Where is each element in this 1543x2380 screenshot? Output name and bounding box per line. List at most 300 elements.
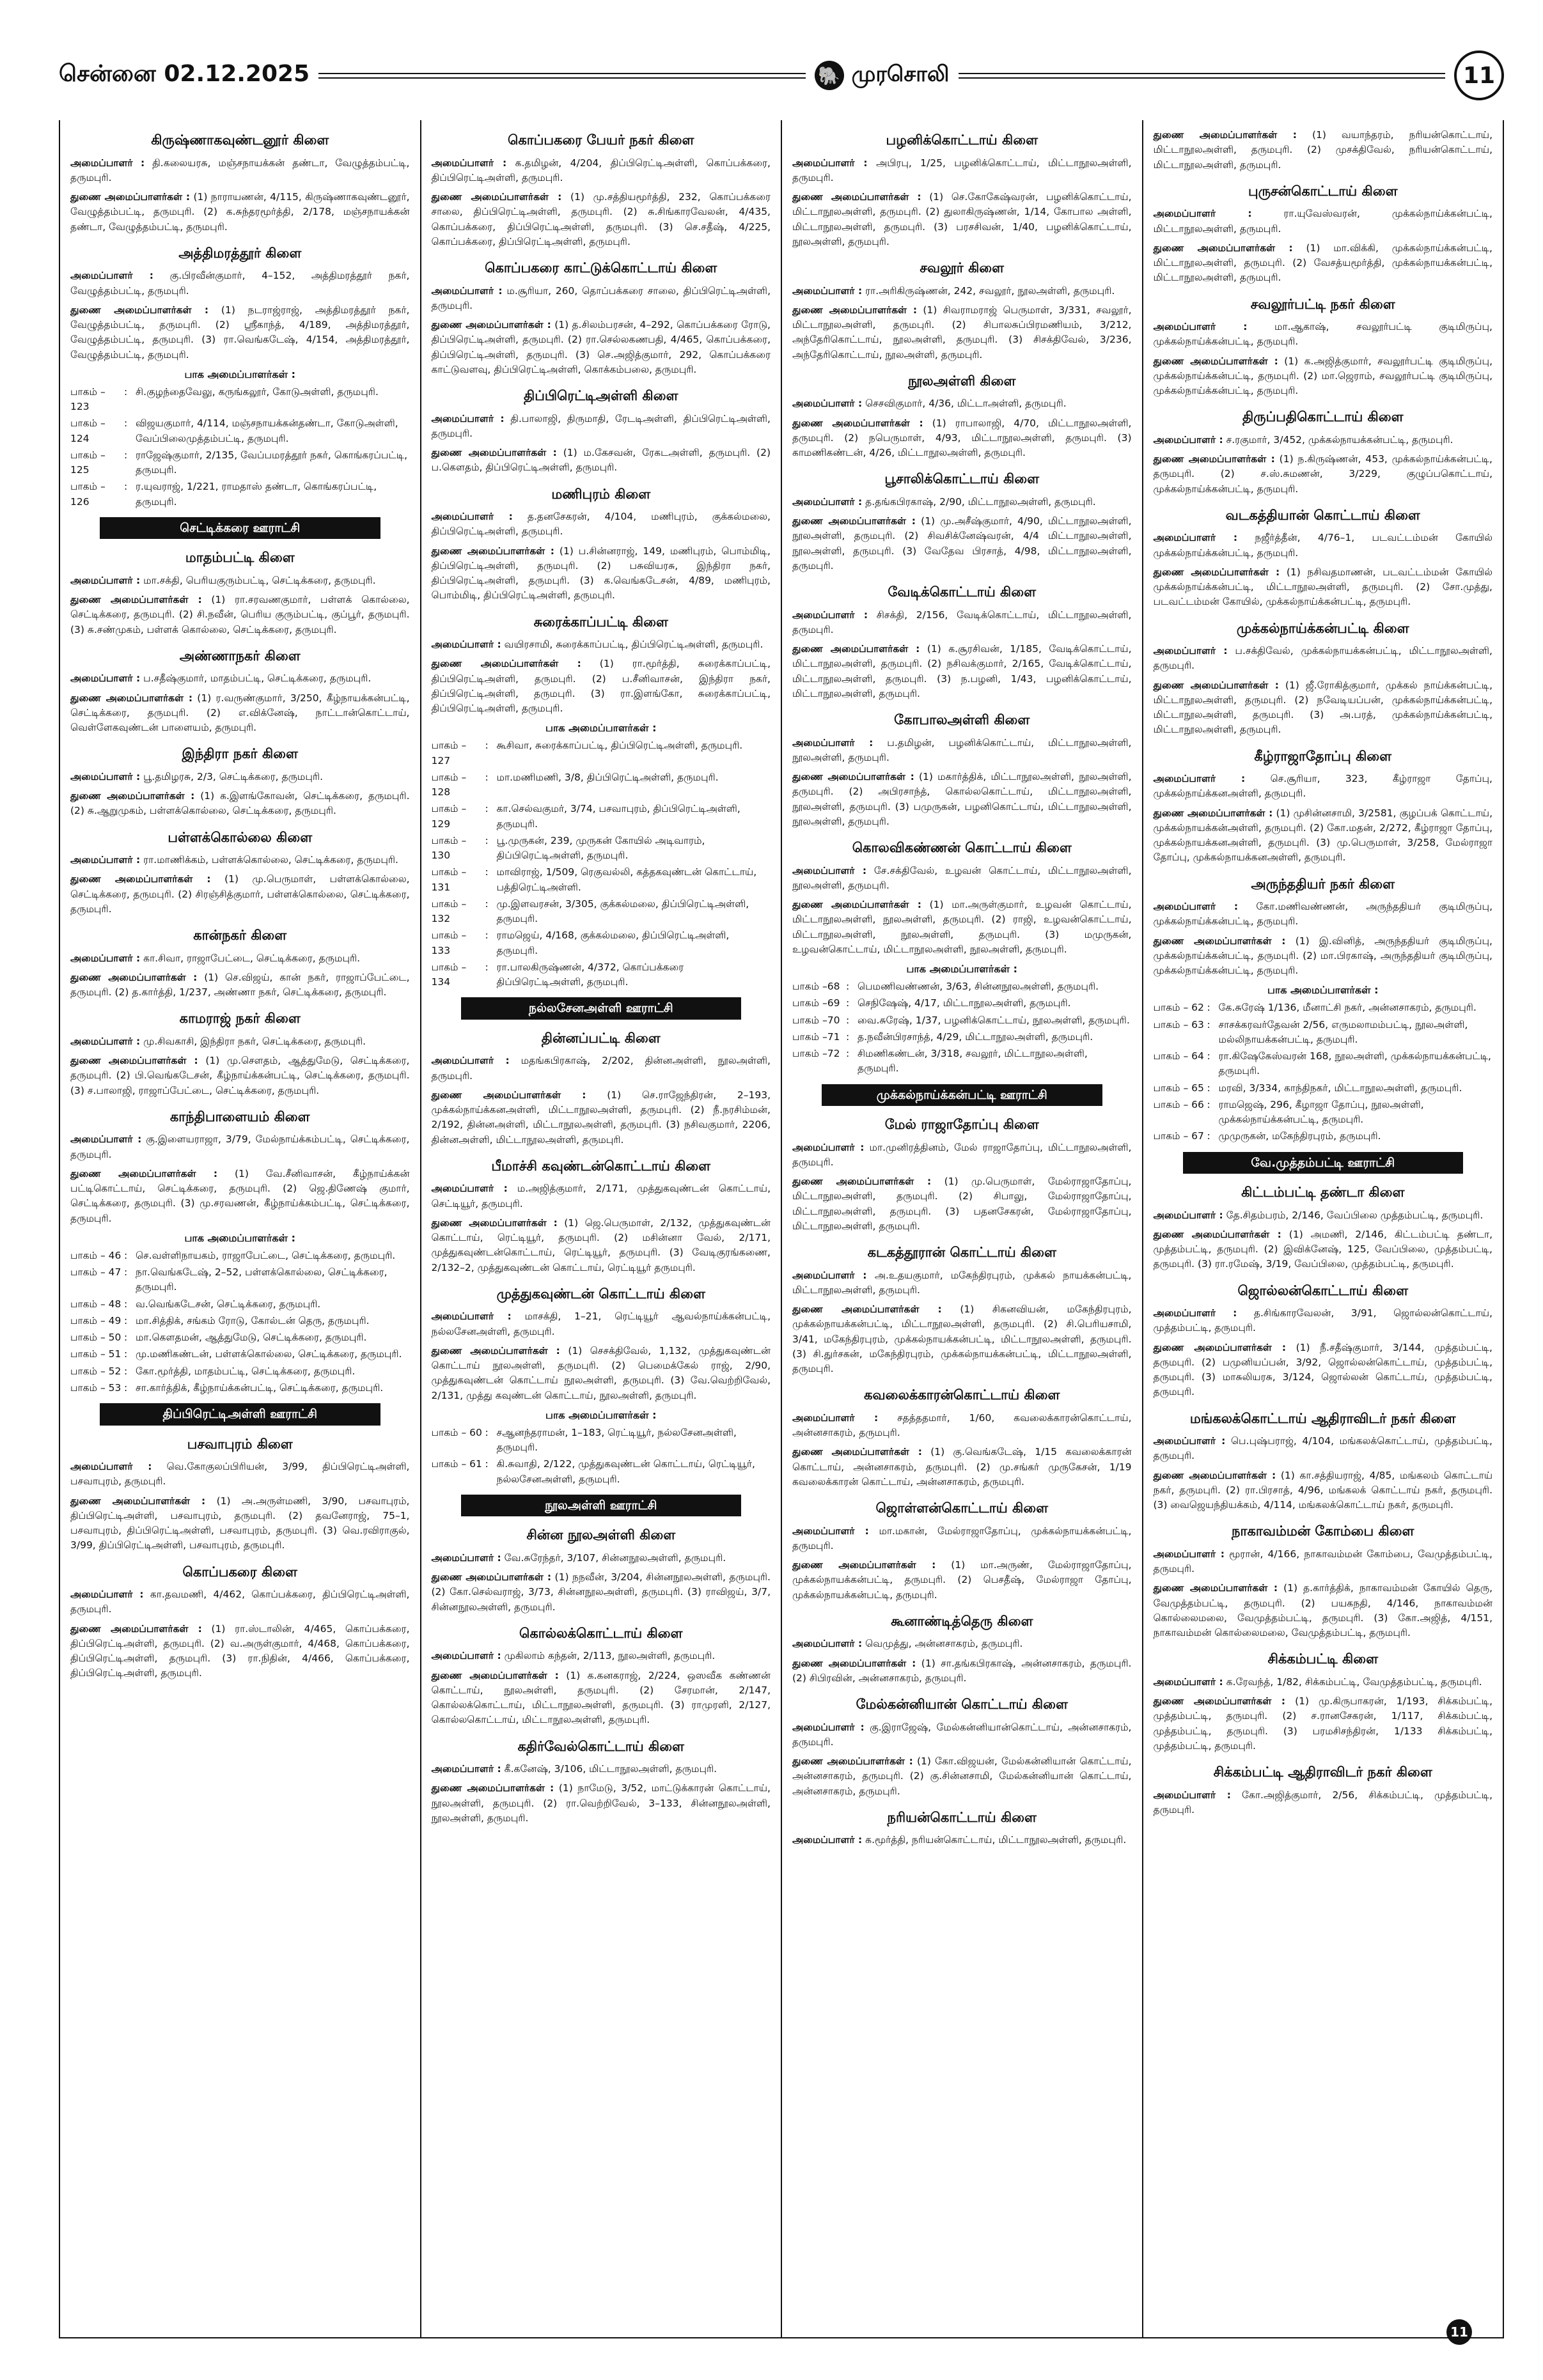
organizer: [1154, 206, 1493, 237]
deputy-organizers-text: (1) மா.விக்கி, முக்கல்நாய்க்கன்பட்டி, மிட்டாநூலஅள்ளி, தருமபுரி. (2) வேசத்யமூர்த்தி, முக்கல்நாயக்கன்பட்டி, மிட்டாநூலஅள்ளி, தருமபுரி.: [1153, 242, 1492, 284]
organizer: [1154, 1547, 1493, 1577]
deputy-organizers: [792, 1754, 1132, 1799]
ward-row: [70, 448, 410, 478]
branch-title: திருப்பதிகொட்டாய் கிளை: [1242, 409, 1404, 425]
branch-title: ஜொள்ளன்கொட்டாய் கிளை: [875, 1500, 1049, 1516]
ward-number: [70, 416, 124, 446]
column-2: [421, 120, 783, 2337]
ward-colon: :: [485, 771, 489, 783]
deputy-organizers: [1154, 565, 1493, 610]
ward-colon: :: [485, 1426, 489, 1438]
deputy-organizers-label: துணை அமைப்பாளர்கள் :: [431, 1571, 552, 1583]
deputy-organizers-text: (1) த.சிலம்பரசன், 4–292, கொப்பக்கரை ரோடு, திப்பிரெட்டிஅள்ளி, தருமபுரி. (2) ரா.செல்லகணபதி, 4/465, கொப்பக்கரை, திப்பிரெட்டிஅள்ளி, தருமபுரி. (3) செ.அஜித்குமார், 292, கொப்பக்கரை காட்டுவளவு, திப்பிரெட்டிஅள்ளி, கொக்கம்பலை, தருமபுரி.: [431, 319, 771, 375]
deputy-organizers-label: துணை அமைப்பாளர்கள் :: [792, 1559, 936, 1571]
branch-title: தின்னப்பட்டி கிளை: [541, 1030, 661, 1046]
ward-row: [70, 1347, 410, 1362]
ward-row: [792, 979, 1132, 994]
ward-number: [1154, 1000, 1207, 1015]
organizer-text: அ.உதயகுமார், மகேந்திரபுரம், முக்கல் நாயக்கன்பட்டி, மிட்டாநூலஅள்ளி, தருமபுரி.: [792, 1269, 1132, 1296]
ward-no: – 60: [461, 1426, 482, 1438]
organizer: [432, 412, 771, 442]
ward-number: [1154, 1081, 1207, 1096]
ward-number: [70, 1265, 124, 1295]
ward-row: [792, 1030, 1132, 1045]
organizer-label: அமைப்பாளர் :: [1153, 773, 1246, 784]
branch-title: பூசாலிக்கொட்டாய் கிளை: [884, 471, 1040, 487]
ward-colon: :: [485, 898, 489, 910]
organizer-text: வே.சுரேந்தர், 3/107, சின்னநூலஅள்ளி, தருமபுரி.: [504, 1552, 726, 1564]
ward-colon: :: [1207, 1018, 1210, 1031]
organizer-label: அமைப்பாளர் :: [431, 412, 505, 424]
ward-label: பாகம்: [70, 1314, 98, 1326]
deputy-organizers-text: (1) மா.அருண், மேல்ராஜாதோப்பு, முக்கல்நாயக்கன்பட்டி, தருமபுரி. (2) பெசதீஷ், மேல்ராஜா தோப்பு, முக்கல்நாயக்கன்பட்டி, தருமபுரி.: [792, 1559, 1132, 1601]
organizer: [792, 1720, 1132, 1750]
ward-no: –125: [70, 449, 106, 476]
branch-title: வேடிக்கொட்டாய் கிளை: [888, 584, 1037, 600]
ward-label: பாகம்: [70, 1332, 98, 1343]
panchayat-band: நல்லசேனஅள்ளி ஊராட்சி: [461, 997, 742, 1020]
masthead-title: முரசொலி: [851, 61, 950, 87]
ward-no: – 132: [431, 898, 467, 924]
ward-organizer: ராமஜெஷ், 296, கீழாஜா தோப்பு, நூலஅள்ளி, முக்கல்நாய்க்கன்பட்டி, தருமபுரி.: [1218, 1098, 1424, 1125]
ward-organizer: வை.சுரேஷ், 1/37, பழனிக்கொட்டாய், நூலஅள்ளி, தருமபுரி.: [858, 1014, 1130, 1026]
deputy-organizers-label: துணை அமைப்பாளர்கள் :: [70, 971, 198, 983]
ward-number: [70, 1364, 124, 1379]
organizer-text: மு.சிவகாசி, இந்திரா நகர், செட்டிக்கரை, தருமபுரி.: [143, 1035, 366, 1047]
ward-colon: :: [124, 1266, 128, 1278]
ward-label: பாகம்: [792, 1014, 820, 1026]
organizer-label: அமைப்பாளர் :: [1153, 1307, 1237, 1319]
deputy-organizers-text: (1) சிவராமராஜ் பெருமாள், 3/331, சவலூர், மிட்டாநூலஅள்ளி, தருமபுரி. (2) சிபாலசுப்பிரமணியம், 3/212, அந்தேரிகொட்டாய், நூலஅள்ளி, தருமபுரி. (3) சிசக்திவேல், 3/236, அந்தேரிகொட்டாய், நூலஅள்ளி, தருமபுரி.: [792, 304, 1132, 361]
organizer-label: அமைப்பாளர் :: [792, 864, 867, 876]
ward-organizers-heading: பாக அமைப்பாளர்கள் :: [1267, 984, 1379, 997]
deputy-organizers: [1154, 241, 1493, 286]
header-rule: [959, 73, 1445, 79]
ward-label: பாகம்: [431, 740, 458, 752]
organizer-text: ச.ரகுமார், 3/452, முக்கல்நாயக்கன்பட்டி, தருமபுரி.: [1226, 433, 1453, 446]
organizer-text: சிசக்தி, 2/156, வேடிக்கொட்டாய், மிட்டாநூலஅள்ளி, தருமபுரி.: [792, 609, 1132, 635]
column-4: [1143, 120, 1503, 2337]
ward-number: [432, 960, 485, 990]
organizer-text: பூ.தமிழரசு, 2/3, செட்டிக்கரை, தருமபுரி.: [143, 770, 324, 782]
ward-organizers-heading: பாக அமைப்பாளர்கள் :: [545, 722, 657, 735]
ward-colon: :: [485, 866, 489, 878]
ward-label: பாகம்: [792, 1031, 820, 1043]
organizer: [70, 268, 410, 299]
branch-title: சுரைக்காப்பட்டி கிளை: [533, 614, 668, 630]
ward-number: [792, 1030, 846, 1045]
deputy-organizers-text: (1) மகார்த்திக், மிட்டாநூலஅள்ளி, நூலஅள்ளி, தருமபுரி. (2) அபிரசாந்த், கொல்லகொட்டாய், மிட்டாநூலஅள்ளி, நூலஅள்ளி, தருமபுரி. (3) பமுருகன், பழனிகொட்டாய், மிட்டாநூலஅள்ளி, நூலஅள்ளி, தருமபுரி.: [792, 771, 1132, 827]
branch-title: பீமாச்சி கவுண்டன்கொட்டாய் கிளை: [491, 1158, 711, 1174]
ward-number: [792, 1013, 846, 1028]
masthead: [806, 61, 959, 90]
deputy-organizers: [1154, 1468, 1493, 1513]
organizer: [70, 1587, 410, 1617]
ward-organizers-heading: பாக அமைப்பாளர்கள் :: [545, 1408, 657, 1421]
deputy-organizers-label: துணை அமைப்பாளர்கள் :: [792, 1446, 922, 1458]
organizer: [70, 1034, 410, 1049]
deputy-organizers-label: துணை அமைப்பாளர்கள் :: [1153, 566, 1280, 578]
ward-number: [432, 928, 485, 958]
ward-label: பாகம்: [431, 1426, 458, 1438]
elephant-logo-icon: 🐘: [815, 61, 844, 90]
organizer: [792, 284, 1132, 299]
organizer-text: க.ரேவந்த், 1/82, சிக்கம்பட்டி, வேமுத்தம்பட்டி, தருமபுரி.: [1226, 1676, 1482, 1688]
deputy-organizers: [70, 593, 410, 637]
deputy-organizers-label: துணை அமைப்பாளர்கள் :: [792, 1657, 916, 1669]
deputy-organizers-text: (1) அ.அருள்மணி, 3/90, பசவாபுரம், திப்பிரெட்டிஅள்ளி, பசவாபுரம், தருமபுரி. (2) தவனேராஜ், 75–1, பசவாபுரம், திப்பிரெட்டிஅள்ளி, பசவாபுரம், தருமபுரி. (3) வெ.ரவிராகுல், 3/99, திப்பிரெட்டிஅள்ளி, பசவாபுரம், தருமபுரி.: [70, 1495, 410, 1552]
ward-label: பாகம்: [792, 981, 820, 992]
ward-label: பாகம்: [431, 771, 458, 783]
ward-no: – 61: [461, 1458, 482, 1470]
organizer-label: அமைப்பாளர் :: [792, 609, 868, 621]
deputy-organizers-text: (1) த.கார்த்திக், நாகாவம்மன் கோயில் தெரு, வேமுத்தம்பட்டி, தருமபுரி. (2) பயகநதி, 4/146, நாகாவம்மன் கொல்லைமலை, வேமுத்தம்பட்டி, தருமபுரி. (3) கோ.அஜித், 4/151, நாகாவம்மன் கொல்லைமலை, வேமுத்தம்பட்டி, தருமபுரி.: [1153, 1582, 1493, 1638]
deputy-organizers-label: துணை அமைப்பாளர்கள் :: [70, 191, 191, 203]
branch-title: காந்திபாளையம் கிளை: [169, 1108, 310, 1124]
ward-row: [70, 385, 410, 415]
organizer: [1154, 1675, 1493, 1690]
ward-no: –68: [822, 981, 840, 992]
deputy-organizers-text: (1) கு.வெங்கடேஷ், 1/15 கவலைக்காரன் கொட்டாய், அன்னசாகரம், தருமபுரி. (2) மு.சங்கர் முருகேசன், 1/19 கவலைக்காரன் கொட்டாய், அன்னசாகரம், தருமபுரி.: [792, 1446, 1132, 1488]
ward-organizer: மா.மணிமணி, 3/8, திப்பிரெட்டிஅள்ளி, தருமபுரி.: [496, 771, 719, 783]
deputy-organizers: [1154, 806, 1493, 866]
ward-organizer: த.நவீன்பிரசாந்த், 4/29, மிட்டாநூலஅள்ளி, தருமபுரி.: [858, 1031, 1093, 1043]
organizer: [70, 671, 410, 686]
deputy-organizers: [432, 318, 771, 377]
deputy-organizers: [70, 190, 410, 235]
ward-organizer: பெமணிவண்ணன், 3/63, சின்னநூலஅள்ளி, தருமபுரி.: [858, 981, 1099, 992]
ward-no: – 66: [1183, 1098, 1204, 1110]
organizer-text: மூரான், 4/166, நாகாவம்மன் கோம்பை, வேமுத்தம்பட்டி, தருமபுரி.: [1153, 1548, 1492, 1575]
deputy-organizers-label: துணை அமைப்பாளர்கள் :: [70, 304, 209, 316]
organizer-label: அமைப்பாளர் :: [1153, 645, 1228, 657]
ward-organizers-heading: பாக அமைப்பாளர்கள் :: [184, 1231, 295, 1244]
ward-no: – 51: [100, 1348, 121, 1360]
ward-number: [1154, 1098, 1207, 1128]
ward-no: – 52: [100, 1365, 121, 1377]
ward-organizer: மரவி, 3/334, காந்திநகர், மிட்டாநூலஅள்ளி, தருமபுரி.: [1218, 1082, 1462, 1094]
organizer-text: ம.சூரியா, 260, தொப்பக்கரை சாலை, திப்பிரெட்டிஅள்ளி, தருமபுரி.: [431, 284, 771, 311]
organizer-text: கீ.கனேஷ், 3/106, மிட்டாநூலஅள்ளி, தருமபுரி.: [504, 1763, 717, 1775]
organizer: [1154, 1306, 1493, 1336]
organizer-text: வெ.கோகுலப்பிரியன், 3/99, திப்பிரெட்டிஅள்ளி, பசவாபுரம், தருமபுரி.: [70, 1461, 410, 1488]
branch-title: நரியன்கொட்டாய் கிளை: [887, 1809, 1037, 1825]
branch-title: சிக்கம்பட்டி ஆதிராவிடர் நகர் கிளை: [1213, 1764, 1432, 1780]
ward-colon: :: [485, 1458, 489, 1470]
organizer-label: அமைப்பாளர் :: [792, 157, 868, 169]
organizer: [1154, 899, 1493, 929]
branch-title: மேல் ராஜாதோப்பு கிளை: [884, 1117, 1039, 1132]
ward-number: [432, 1457, 485, 1487]
organizer-label: அமைப்பாளர் :: [431, 1552, 501, 1564]
ward-no: – 67: [1183, 1130, 1204, 1142]
branch-title: சவலூர் கிளை: [920, 260, 1005, 276]
branch-title: கடகத்தூரான் கொட்டாய் கிளை: [867, 1245, 1056, 1260]
ward-no: – 64: [1183, 1050, 1204, 1062]
ward-label: பாகம்: [431, 929, 458, 942]
deputy-organizers-label: துணை அமைப்பாளர்கள் :: [70, 1167, 218, 1179]
ward-label: பாகம்: [1153, 1050, 1180, 1062]
ward-organizer: சாசக்கரவர்தேவன் 2/56, எருமலாமம்பட்டி, நூலஅள்ளி, மல்லிநாயக்கன்பட்டி, தருமபுரி.: [1218, 1018, 1468, 1045]
ward-organizer: சிமணிகண்டன், 3/318, சவலூர், மிட்டாநூலஅள்ளி, தருமபுரி.: [858, 1048, 1088, 1075]
deputy-organizers-text: (1) மு.சௌதம், ஆத்துமேடு, செட்டிக்கரை, தருமபுரி. (2) பி.வெங்கடேசன், கீழ்நாய்க்கன்பட்டி, செட்டிக்கரை, தருமபுரி. (3) ச.பாலாஜி, ராஜாப்பேட்டை, செட்டிக்கரை, தருமபுரி.: [70, 1055, 410, 1096]
ward-label: பாகம்: [431, 803, 458, 815]
deputy-organizers-text: (1) ரா.மூர்த்தி, சுரைக்காப்பட்டி, திப்பிரெட்டிஅள்ளி, தருமபுரி. (2) ப.சீனிவாசன், இந்திரா நகர், திப்பிரெட்டிஅள்ளி, தருமபுரி. (3) ரா.இளங்கோ, சுரைக்காப்பட்டி, திப்பிரெட்டிஅள்ளி, தருமபுரி.: [431, 658, 771, 714]
branch-title: கொப்பகரை கிளை: [182, 1564, 297, 1580]
branch-title: பசவாபுரம் கிளை: [187, 1436, 293, 1452]
deputy-organizers-label: துணை அமைப்பாளர்கள் :: [1153, 453, 1275, 465]
ward-row: [1154, 1000, 1493, 1015]
branch-title: கொப்பகரை காட்டுக்கொட்டாய் கிளை: [485, 260, 717, 276]
organizer-text: வெமுத்து, அன்னசாகரம், தருமபுரி.: [865, 1638, 1023, 1650]
branch-title: கிட்டம்பட்டி தண்டா கிளை: [1241, 1185, 1405, 1200]
ward-no: – 127: [431, 740, 467, 766]
deputy-organizers: [792, 1302, 1132, 1376]
branch-title: சின்ன நூலஅள்ளி கிளை: [526, 1527, 676, 1543]
deputy-organizers: [792, 1558, 1132, 1603]
deputy-organizers-label: துணை அமைப்பாளர்கள் :: [792, 899, 921, 910]
organizer-label: அமைப்பாளர் :: [792, 1525, 869, 1537]
organizer-label: அமைப்பாளர் :: [1153, 433, 1223, 446]
deputy-organizers: [432, 1668, 771, 1728]
ward-row: [1154, 1098, 1493, 1128]
organizer-label: அமைப்பாளர் :: [792, 1834, 863, 1846]
deputy-organizers: [792, 416, 1132, 461]
branch-title: திப்பிரெட்டிஅள்ளி கிளை: [524, 388, 678, 403]
ward-row: [432, 834, 771, 864]
organizer: [792, 864, 1132, 894]
branch-title: இந்திரா நகர் கிளை: [182, 746, 298, 762]
ward-number: [70, 1297, 124, 1312]
ward-number: [792, 1046, 846, 1077]
organizer: [432, 156, 771, 186]
organizer: [792, 1833, 1132, 1847]
organizer: [432, 284, 771, 314]
ward-row: [70, 1248, 410, 1263]
organizer-label: அமைப்பாளர் :: [70, 157, 145, 169]
organizer: [70, 770, 410, 784]
ward-label: பாகம்: [70, 1365, 98, 1377]
ward-colon: :: [846, 1048, 850, 1059]
ward-colon: :: [124, 1381, 128, 1394]
ward-organizer: மா.சித்திக், சங்கம் ரோடு, கோல்டன் தெரு, தருமபுரி.: [136, 1314, 370, 1326]
organizer: [792, 1524, 1132, 1554]
ward-row: [432, 1457, 771, 1487]
deputy-organizers-label: துணை அமைப்பாளர்கள் :: [1153, 807, 1273, 819]
deputy-organizers: [1154, 128, 1493, 173]
deputy-organizers-label: துணை அமைப்பாளர்கள் :: [1153, 1582, 1278, 1594]
organizer-text: செ.சூரியா, 323, கீழ்ராஜா தோப்பு, முக்கல்நாய்க்கனஅள்ளி, தருமபுரி.: [1153, 773, 1492, 800]
organizer-text: தி.பாலாஜி, திருமாதி, ரேடடிஅள்ளி, திப்பிரெட்டிஅள்ளி, தருமபுரி.: [431, 412, 771, 439]
organizer: [792, 1637, 1132, 1651]
organizer-label: அமைப்பாளர் :: [70, 854, 141, 866]
deputy-organizers: [792, 898, 1132, 957]
branch-title: நாகாவம்மன் கோம்பை கிளை: [1232, 1523, 1414, 1539]
organizer-text: செசவிகுமார், 4/36, மிட்டாஅள்ளி, தருமபுரி.: [865, 398, 1067, 410]
deputy-organizers: [792, 1656, 1132, 1686]
deputy-organizers: [1154, 354, 1493, 399]
ward-number: [1154, 1018, 1207, 1048]
organizer-label: அமைப்பாளர் :: [70, 1035, 141, 1047]
organizer-label: அமைப்பாளர் :: [1153, 321, 1248, 332]
deputy-organizers-label: துணை அமைப்பாளர்கள் :: [1153, 1341, 1287, 1353]
deputy-organizers-label: துணை அமைப்பாளர்கள் :: [431, 1089, 586, 1101]
ward-no: – 128: [431, 771, 467, 798]
organizer-label: அமைப்பாளர் :: [792, 1721, 865, 1733]
ward-row: [70, 1330, 410, 1345]
ward-number: [70, 479, 124, 509]
deputy-organizers-text: (1) நாராயணன், 4/115, கிருஷ்ணாகவுண்டனூர், வேழுத்தம்பட்டி, தருமபுரி. (2) க.சுந்தரமூர்த்தி, 2/178, மஞ்சநாயக்கன் தண்டா, வேழுத்தம்பட்டி, தருமபுரி.: [70, 191, 410, 233]
ward-organizer: சஆனந்தராமன், 1–183, ரெட்டியூர், நல்லசேனஅள்ளி, தருமபுரி.: [496, 1426, 737, 1453]
deputy-organizers: [792, 1445, 1132, 1489]
deputy-organizers-label: துணை அமைப்பாளர்கள் :: [792, 771, 914, 782]
deputy-organizers: [70, 789, 410, 819]
organizer: [792, 396, 1132, 411]
organizer-text: ரா.மாணிக்கம், பள்ளக்கொல்லை, செட்டிக்கரை, தருமபுரி.: [143, 854, 398, 866]
deputy-organizers: [432, 1781, 771, 1826]
deputy-organizers: [432, 1088, 771, 1147]
deputy-organizers: [70, 1494, 410, 1553]
ward-row: [792, 996, 1132, 1011]
organizer-label: அமைப்பாளர் :: [431, 1650, 501, 1662]
deputy-organizers-text: (1) நசிவதமாணன், படவட்டம்மன் கோயில் முக்கல்நாய்க்கன்பட்டி, மிட்டாநூலஅள்ளி, தருமபுரி. (2) சோ.முத்து, படவட்டம்மன் கோயில், முக்கல்நாய்க்கன்பட்டி, தருமபுரி.: [1153, 566, 1492, 608]
organizer-label: அமைப்பாளர் :: [70, 770, 141, 782]
deputy-organizers-text: (1) ப.சின்னராஜ், 149, மணிபுரம், பொம்மிடி, திப்பிரெட்டிஅள்ளி, தருமபுரி. (2) பசுவியரசு, இந்திரா நகர், திப்பிரெட்டிஅள்ளி, தருமபுரி. (3) க.வெங்கடேசன், 4/89, மணிபுரம், பொம்மிடி, திப்பிரெட்டிஅள்ளி, தருமபுரி.: [431, 545, 771, 602]
ward-organizer: சி.குழந்தைவேலு, கருங்கலூர், கோடுஅள்ளி, தருமபுரி.: [136, 385, 379, 398]
ward-organizer: மாவிராஜ், 1/509, ரெகுவல்லி, கத்தகவுண்டன் கொட்டாய், பத்திரெட்டிஅள்ளி.: [496, 866, 757, 893]
ward-organizer: கோ.மூர்த்தி, மாதம்பட்டி, செட்டிக்கரை, தருமபுரி.: [136, 1365, 356, 1377]
ward-number: [792, 979, 846, 994]
panchayat-band: நூலஅள்ளி ஊராட்சி: [461, 1495, 742, 1517]
organizer-label: அமைப்பாளர் :: [70, 574, 141, 586]
deputy-organizers: [432, 446, 771, 476]
ward-row: [432, 738, 771, 768]
ward-label: பாகம்: [431, 961, 458, 973]
organizer: [792, 1140, 1132, 1171]
deputy-organizers-text: (1) நீ.சதீஷ்குமார், 3/144, முத்தம்பட்டி, தருமபுரி. (2) பமுனியப்பன், 3/92, ஜொல்லன்கொட்டாய், முத்தம்பட்டி, தருமபுரி. (3) மாசுலியரசு, 3/124, ஜொல்லன் கொட்டாய், முத்தம்பட்டி, தருமபுரி.: [1153, 1341, 1492, 1398]
organizer-text: கு.இளையராஜா, 3/79, மேல்நாய்க்கம்பட்டி, செட்டிக்கரை, தருமபுரி.: [70, 1133, 410, 1160]
organizer-label: அமைப்பாளர் :: [70, 673, 141, 685]
ward-colon: :: [124, 1314, 128, 1326]
ward-number: [432, 802, 485, 832]
deputy-organizers-label: துணை அமைப்பாளர்கள் :: [431, 545, 554, 557]
column-3: [782, 120, 1143, 2337]
ward-no: – 130: [431, 834, 467, 861]
organizer-text: அபிரபு, 1/25, பழனிக்கொட்டாய், மிட்டாநூலஅள்ளி, தருமபுரி.: [792, 157, 1132, 183]
deputy-organizers: [792, 514, 1132, 573]
organizer-text: கு.இராஜேஷ், மேல்கன்னியான்கொட்டாய், அன்னசாகரம், தருமபுரி.: [792, 1721, 1132, 1748]
ward-label: பாகம்: [431, 866, 458, 878]
ward-label: பாகம்: [1153, 1018, 1180, 1031]
organizer-text: ரா.யுவேஸ்வரன், முக்கல்நாய்க்கன்பட்டி, மிட்டாநூலஅள்ளி, தருமபுரி.: [1153, 208, 1492, 235]
panchayat-band: முக்கல்நாய்க்கன்பட்டி ஊராட்சி: [822, 1084, 1102, 1107]
ward-colon: :: [485, 803, 489, 815]
deputy-organizers-label: துணை அமைப்பாளர்கள் :: [1153, 935, 1286, 947]
organizer-label: அமைப்பாளர் :: [431, 1763, 501, 1775]
ward-number: [70, 1314, 124, 1328]
deputy-organizers-text: (1) முசின்னசாமி, 3/2581, குழப்பக் கொட்டாய், முக்கல்நாயக்கன்அள்ளி, தருமபுரி. (2) கோ.மதன், 2/272, கீழ்ராஜா தோப்பு, முக்கல்நாயக்கனஅள்ளி, தருமபுரி. (3) மு.பெருமாள், 3/258, மேல்ராஜா தோப்பு, முக்கல்நாயக்கனஅள்ளி, தருமபுரி.: [1153, 807, 1493, 864]
organizer-label: அமைப்பாளர் :: [792, 1269, 867, 1281]
ward-number: [70, 1248, 124, 1263]
ward-row: [792, 1013, 1132, 1028]
deputy-organizers: [432, 657, 771, 716]
deputy-organizers-text: (1) கோ.விஜயன், மேல்கன்னியான் கொட்டாய், அன்னசாகரம், தருமபுரி. (2) கு.சின்னசாமி, மேல்கன்னியான் கொட்டாய், அன்னசாகரம், தருமபுரி.: [792, 1755, 1132, 1797]
organizer-label: அமைப்பாளர் :: [431, 1055, 510, 1067]
organizer-label: அமைப்பாளர் :: [1153, 1548, 1225, 1560]
ward-row: [432, 770, 771, 800]
ward-colon: :: [1207, 1082, 1210, 1094]
deputy-organizers-label: துணை அமைப்பாளர்கள் :: [792, 1176, 932, 1187]
organizer-text: சே.சக்திவேல், உழவன் கொட்டாய், மிட்டாநூலஅள்ளி, நூலஅள்ளி, தருமபுரி.: [792, 864, 1132, 891]
ward-colon: :: [124, 417, 128, 430]
deputy-organizers: [792, 303, 1132, 362]
ward-no: – 47: [100, 1266, 121, 1278]
branch-title: பழனிக்கொட்டாய் கிளை: [886, 132, 1038, 148]
deputy-organizers: [70, 970, 410, 1000]
ward-colon: :: [1207, 1002, 1210, 1014]
deputy-organizers: [792, 190, 1132, 249]
deputy-organizers: [70, 1622, 410, 1681]
ward-label: பாகம்: [1153, 1130, 1180, 1142]
ward-organizer: கி.சுவாதி, 2/122, முத்துகவுண்டன் கொட்டாய், ரெட்டியூர், நல்லசேனஅள்ளி, தருமபுரி.: [496, 1458, 755, 1485]
ward-label: பாகம்: [70, 481, 98, 493]
branch-title: கிருஷ்ணாகவுண்டனூர் கிளை: [151, 132, 329, 148]
deputy-organizers-text: (1) ஜெ.பெருமாள், 2/132, முத்துகவுண்டன் கொட்டாய், ரெட்டியூர், தருமபுரி. (2) மசின்னா வேல், 2/171, முத்துகவுண்டன்கொட்டாய், ரெட்டியூர், தருமபுரி. (3) வேடிகுரங்கணை, 2/132–2, முத்துகவுண்டன் கொட்டாய், ரெட்டியூர் தருமபுரி.: [431, 1217, 771, 1273]
organizer: [432, 509, 771, 540]
ward-label: பாகம்: [70, 1348, 98, 1360]
deputy-organizers: [70, 872, 410, 917]
branch-title: காமராஜ் நகர் கிளை: [179, 1011, 301, 1027]
deputy-organizers-text: (1) செ.கோகேஷ்வரன், பழனிக்கொட்டாய், மிட்டாநூலஅள்ளி, தருமபுரி. (2) துலாகிருஷ்ணன், 1/14, கோபால அள்ளி, மிட்டாநூலஅள்ளி, தருமபுரி. (3) பரசசிவன், 1/40, பழனிக்கொட்டாய், நூலஅள்ளி, தருமபுரி.: [792, 191, 1132, 247]
ward-organizer: மா.கௌதமன், ஆத்துமேடு, செட்டிக்கரை, தருமபுரி.: [136, 1332, 367, 1343]
ward-colon: :: [485, 929, 489, 942]
deputy-organizers-label: துணை அமைப்பாளர்கள் :: [1153, 242, 1293, 254]
organizer-text: கோ.அஜித்குமார், 2/56, சிக்கம்பட்டி, முத்தம்பட்டி, தருமபுரி.: [1153, 1789, 1492, 1816]
deputy-organizers: [792, 1174, 1132, 1234]
branch-title: மங்கலக்கொட்டாய் ஆதிராவிடர் நகர் கிளை: [1189, 1410, 1456, 1426]
ward-row: [70, 1265, 410, 1295]
ward-no: –69: [822, 997, 840, 1009]
column-1: [60, 120, 421, 2337]
ward-number: [432, 897, 485, 927]
branch-title: அண்ணாநகர் கிளை: [179, 648, 301, 664]
deputy-organizers-label: துணை அமைப்பாளர்கள் :: [1153, 1695, 1286, 1707]
ward-number: [70, 1330, 124, 1345]
ward-number: [792, 996, 846, 1011]
ward-organizer: விஜயகுமார், 4/114, மஞ்சநாயக்கன்தண்டா, கோடுஅள்ளி, வேப்பிலைமுத்தம்பட்டி, தருமபுரி.: [136, 417, 398, 444]
ward-no: – 133: [431, 929, 467, 956]
ward-organizer: ரா.கிஷேகேஸ்வரன் 168, நூலஅள்ளி, முக்கல்நாயக்கன்பட்டி, தருமபுரி.: [1218, 1050, 1491, 1077]
ward-row: [70, 1314, 410, 1328]
deputy-organizers-label: துணை அமைப்பாளர்கள் :: [792, 643, 920, 655]
ward-row: [1154, 1018, 1493, 1048]
organizer: [432, 1309, 771, 1339]
branch-title: கொப்பகரை பேயர் நகர் கிளை: [507, 132, 694, 148]
ward-label: பாகம்: [1153, 1082, 1180, 1094]
ward-no: – 53: [100, 1381, 121, 1394]
deputy-organizers-text: (1) அமணி, 2/146, கிட்டம்பட்டி தண்டா, முத்தம்பட்டி, தருமபுரி. (2) இவிக்னேஷ், 125, வேப்பிலை, முத்தம்பட்டி, தருமபுரி. (3) ரா.ரமேஷ், 3/19, வேப்பிலை, முத்தம்பட்டி, தருமபுரி.: [1153, 1228, 1492, 1270]
ward-number: [70, 1381, 124, 1396]
ward-colon: :: [846, 1031, 850, 1043]
ward-row: [1154, 1129, 1493, 1144]
ward-colon: :: [124, 481, 128, 493]
deputy-organizers: [432, 1570, 771, 1615]
ward-label: பாகம்: [1153, 1098, 1180, 1110]
ward-organizers-heading: பாக அமைப்பாளர்கள் :: [906, 963, 1017, 975]
ward-row: [432, 865, 771, 895]
ward-colon: :: [1207, 1130, 1210, 1142]
ward-label: பாகம்: [70, 449, 98, 461]
